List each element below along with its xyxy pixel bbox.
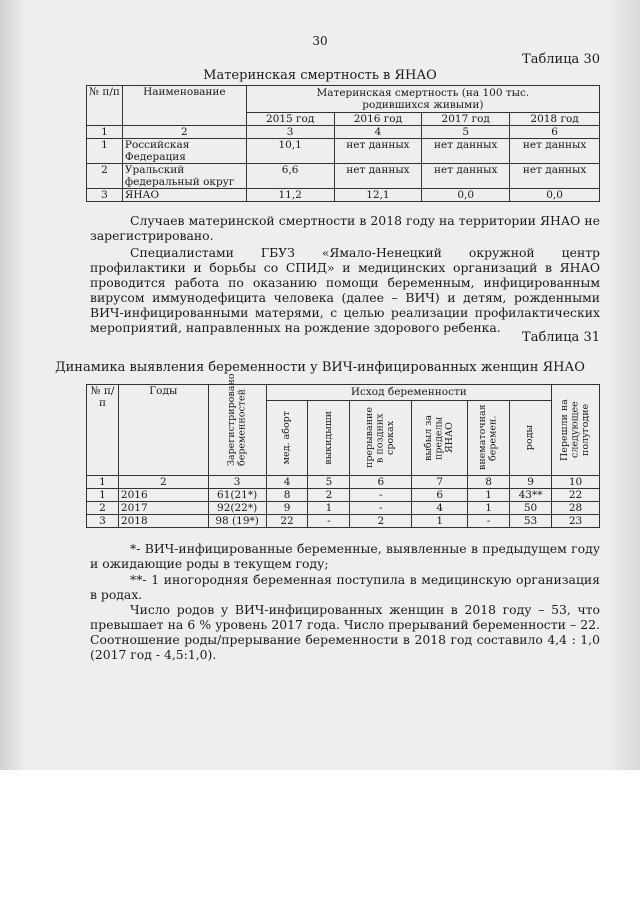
row-name: ЯНАО bbox=[122, 189, 246, 202]
header-late-termination: прерывание в поздних сроках bbox=[350, 400, 412, 476]
cell-value: нет данных bbox=[334, 139, 422, 164]
index-cell: 2 bbox=[118, 476, 208, 489]
index-cell: 10 bbox=[552, 476, 600, 489]
header-outcome: Исход беременности bbox=[266, 385, 551, 401]
index-cell: 8 bbox=[468, 476, 510, 489]
cell-value: нет данных bbox=[510, 164, 600, 189]
row-num: 2 bbox=[87, 164, 123, 189]
cell-value: 43** bbox=[510, 489, 552, 502]
table-row bbox=[87, 139, 600, 164]
cell-value: 50 bbox=[510, 502, 552, 515]
header-ectopic: внематочная беремен. bbox=[468, 400, 510, 476]
paragraph-mortality-note: Случаев материнской смертности в 2018 году на территории ЯНАО не зарегистрировано. bbox=[90, 213, 600, 243]
index-cell: 1 bbox=[87, 126, 123, 139]
table-row bbox=[87, 489, 600, 502]
table-30-title: Материнская смертность в ЯНАО bbox=[203, 68, 437, 83]
header-num: № п/п bbox=[87, 86, 123, 126]
cell-value: 12,1 bbox=[334, 189, 422, 202]
cell-value: 6 bbox=[412, 489, 468, 502]
cell-value: 92(22*) bbox=[208, 502, 266, 515]
cell-value: 10,1 bbox=[246, 139, 334, 164]
index-cell: 9 bbox=[510, 476, 552, 489]
header-num: № п/п bbox=[87, 385, 119, 476]
row-year: 2018 bbox=[118, 515, 208, 528]
header-maternal-mortality: Материнская смертность (на 100 тыс. родившихся живыми) bbox=[246, 86, 599, 113]
row-year: 2016 bbox=[118, 489, 208, 502]
table-row bbox=[87, 189, 600, 202]
row-num: 3 bbox=[87, 189, 123, 202]
cell-value: 98 (19*) bbox=[208, 515, 266, 528]
cell-value: - bbox=[350, 489, 412, 502]
row-name: Российская Федерация bbox=[122, 139, 246, 164]
index-cell: 5 bbox=[422, 126, 510, 139]
table-row bbox=[87, 164, 600, 189]
cell-value: 61(21*) bbox=[208, 489, 266, 502]
paragraph-hiv-program: Специалистами ГБУЗ «Ямало-Ненецкий окружной центр профилактики и борьбы со СПИД» и медицинских организаций в ЯНАО проводится работа по оказанию помощи беременным, инфицированным вирусом иммунодефицита человека (далее – ВИЧ) и детям, рожденными ВИЧ-инфицированными матерями, с целью реализации профилактических мероприятий, направленных на рождение здорового ребенка. bbox=[90, 245, 600, 335]
cell-value: - bbox=[308, 515, 350, 528]
cell-value: 1 bbox=[468, 502, 510, 515]
cell-value: 1 bbox=[468, 489, 510, 502]
index-cell: 5 bbox=[308, 476, 350, 489]
header-miscarriage: выкидыши bbox=[308, 400, 350, 476]
cell-value: нет данных bbox=[334, 164, 422, 189]
footnote-single-asterisk: *- ВИЧ-инфицированные беременные, выявленные в предыдущем году и ожидающие роды в текущем году; bbox=[90, 541, 600, 571]
cell-value: 9 bbox=[266, 502, 308, 515]
cell-value: 2 bbox=[308, 489, 350, 502]
header-births: роды bbox=[510, 400, 552, 476]
index-cell: 7 bbox=[412, 476, 468, 489]
cell-value: 1 bbox=[412, 515, 468, 528]
cell-value: - bbox=[468, 515, 510, 528]
cell-value: нет данных bbox=[510, 139, 600, 164]
header-transferred: Перешли на следующее полугодие bbox=[552, 385, 600, 476]
paragraph-births-summary: Число родов у ВИЧ-инфицированных женщин в 2018 году – 53, что превышает на 6 % уровень 2017 года. Число прерываний беременности – 22. Соотношение роды/прерывание беременности в 2018 год составило 4,4 : 1,0 (2017 год - 4,5:1,0). bbox=[90, 602, 600, 662]
header-name: Наименование bbox=[122, 86, 246, 126]
cell-value: 4 bbox=[412, 502, 468, 515]
row-num: 1 bbox=[87, 489, 119, 502]
row-name: Уральский федеральный округ bbox=[122, 164, 246, 189]
index-cell: 2 bbox=[122, 126, 246, 139]
cell-value: 2 bbox=[350, 515, 412, 528]
header-left-region: выбыл за пределы ЯНАО bbox=[412, 400, 468, 476]
header-medical-abortion: мед. аборт bbox=[266, 400, 308, 476]
header-year: 2018 год bbox=[510, 113, 600, 126]
row-num: 2 bbox=[87, 502, 119, 515]
cell-value: 11,2 bbox=[246, 189, 334, 202]
index-cell: 6 bbox=[510, 126, 600, 139]
cell-value: 0,0 bbox=[510, 189, 600, 202]
cell-value: - bbox=[350, 502, 412, 515]
index-cell: 4 bbox=[266, 476, 308, 489]
cell-value: 22 bbox=[266, 515, 308, 528]
cell-value: 22 bbox=[552, 489, 600, 502]
row-num: 1 bbox=[87, 139, 123, 164]
row-year: 2017 bbox=[118, 502, 208, 515]
page-number: 30 bbox=[312, 34, 328, 48]
maternal-mortality-table bbox=[86, 85, 600, 202]
footnote-double-asterisk: **- 1 иногородняя беременная поступила в медицинскую организация в родах. bbox=[90, 572, 600, 602]
hiv-pregnancy-table bbox=[86, 373, 600, 528]
cell-value: нет данных bbox=[422, 164, 510, 189]
index-cell: 3 bbox=[208, 476, 266, 489]
cell-value: 6,6 bbox=[246, 164, 334, 189]
cell-value: нет данных bbox=[422, 139, 510, 164]
table-row bbox=[87, 502, 600, 515]
cell-value: 1 bbox=[308, 502, 350, 515]
row-num: 3 bbox=[87, 515, 119, 528]
table-row bbox=[87, 515, 600, 528]
cell-value: 53 bbox=[510, 515, 552, 528]
index-cell: 4 bbox=[334, 126, 422, 139]
index-cell: 3 bbox=[246, 126, 334, 139]
table-31-title: Динамика выявления беременности у ВИЧ-инфицированных женщин ЯНАО bbox=[55, 360, 585, 375]
header-year: 2015 год bbox=[246, 113, 334, 126]
header-registered: Зарегистрировано беременностей bbox=[208, 385, 266, 476]
cell-value: 8 bbox=[266, 489, 308, 502]
index-cell: 1 bbox=[87, 476, 119, 489]
table-30-label: Таблица 30 bbox=[522, 52, 600, 67]
header-year: 2016 год bbox=[334, 113, 422, 126]
index-cell: 6 bbox=[350, 476, 412, 489]
header-year: 2017 год bbox=[422, 113, 510, 126]
cell-value: 23 bbox=[552, 515, 600, 528]
cell-value: 0,0 bbox=[422, 189, 510, 202]
table-31-label: Таблица 31 bbox=[522, 330, 600, 345]
header-years: Годы bbox=[118, 385, 208, 476]
cell-value: 28 bbox=[552, 502, 600, 515]
